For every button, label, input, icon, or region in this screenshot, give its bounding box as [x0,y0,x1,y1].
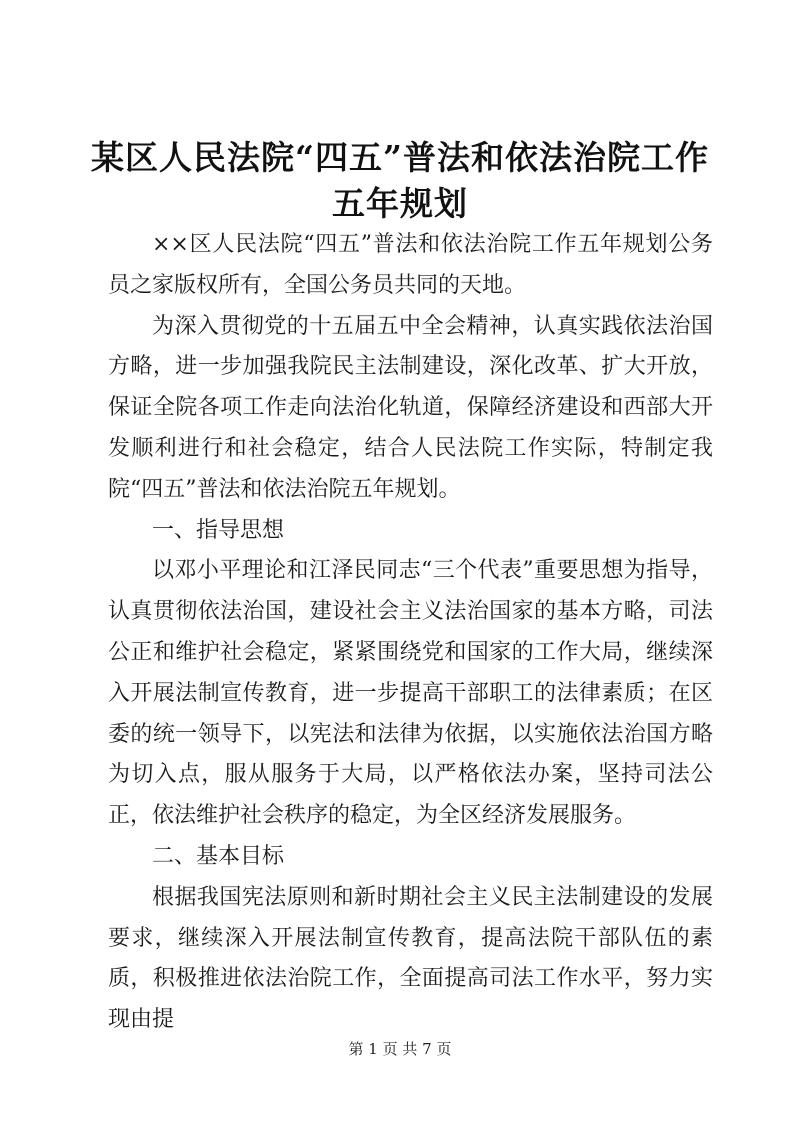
page-footer: 第 1 页 共 7 页 [348,1040,452,1058]
paragraph-basic-goals: 根据我国宪法原则和新时期社会主义民主法制建设的发展要求，继续深入开展法制宣传教育，提高法院干部队伍的素质，积极推进依法治院工作，全面提高司法工作水平，努力实现由提 [108,884,713,1033]
document-title: 某区人民法院“四五”普法和依法治院工作五年规划 [91,138,709,223]
paragraph-purpose: 为深入贯彻党的十五届五中全会精神，认真实践依法治国方略，进一步加强我院民主法制建设，深化改革、扩大开放，保证全院各项工作走向法治化轨道，保障经济建设和西部大开发顺利进行和社会稳定，结合人民法院工作实际，特制定我院“四五”普法和依法治院五年规划。 [108,313,713,502]
document-body [108,225,713,1041]
section-heading-basic-goals: 二、基本目标 [152,843,285,869]
paragraph-intro: ××区人民法院“四五”普法和依法治院工作五年规划公务员之家版权所有，全国公务员共同的天地。 [108,232,713,298]
paragraph-guiding-thought: 以邓小平理论和江泽民同志“三个代表”重要思想为指导，认真贯彻依法治国，建设社会主义法治国家的基本方略，司法公正和维护社会稳定，紧紧围绕党和国家的工作大局，继续深入开展法制宣传教育，进一步提高干部职工的法律素质；在区委的统一领导下，以宪法和法律为依据，以实施依法治国方略为切入点，服从服务于大局，以严格依法办案，坚持司法公正，依法维护社会秩序的稳定，为全区经济发展服务。 [108,558,713,829]
section-heading-guiding-thought: 一、指导思想 [152,517,285,543]
